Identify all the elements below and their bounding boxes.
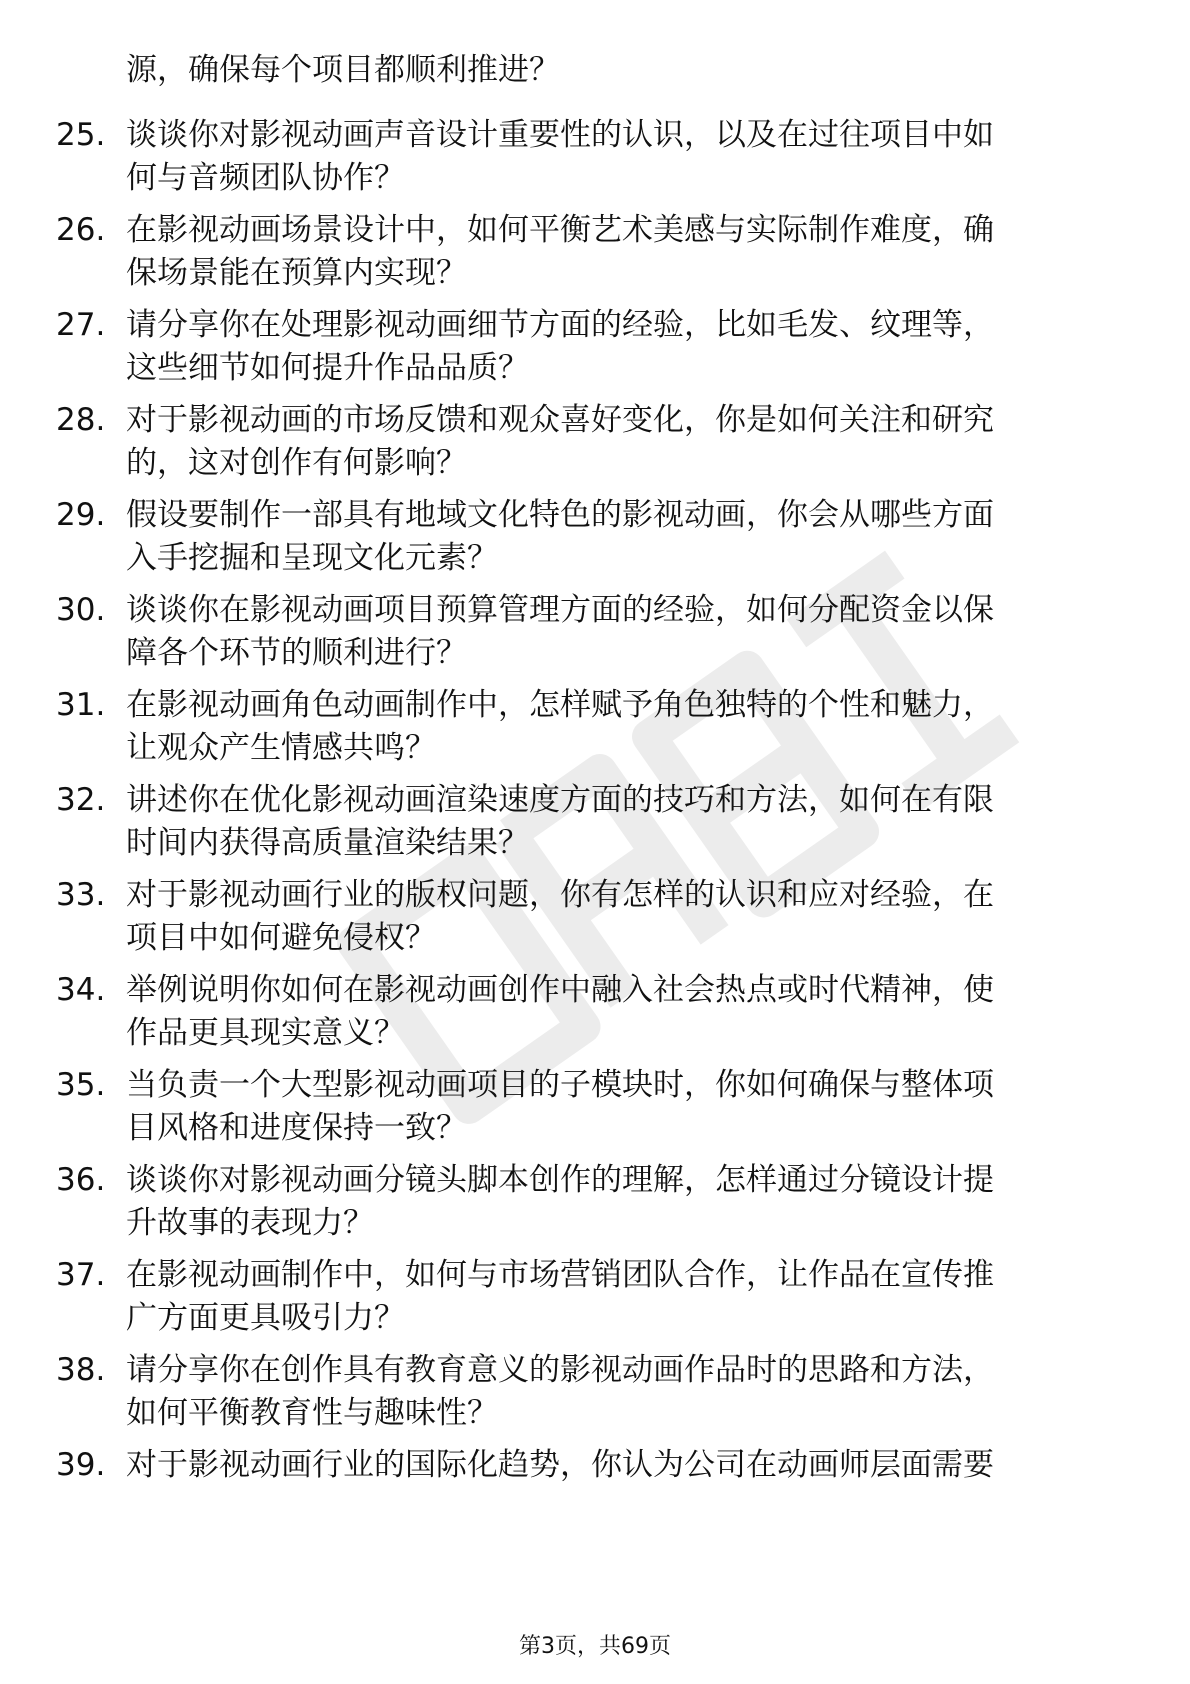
question-item	[0, 683, 1190, 778]
question-number: 37.	[56, 1257, 106, 1293]
question-item	[0, 208, 1190, 303]
question-item	[0, 113, 1190, 208]
question-item	[0, 303, 1190, 398]
question-number: 33.	[56, 877, 106, 913]
question-number: 30.	[56, 592, 106, 628]
question-number: 31.	[56, 687, 106, 723]
question-text-line: 入手挖掘和呈现文化元素？	[126, 540, 498, 576]
question-text-line: 谈谈你在影视动画项目预算管理方面的经验，如何分配资金以保	[126, 592, 994, 628]
question-item	[0, 1443, 1190, 1538]
question-text-line: 如何平衡教育性与趣味性？	[126, 1395, 498, 1431]
question-number: 28.	[56, 402, 106, 438]
question-number: 36.	[56, 1162, 106, 1198]
question-text-line: 谈谈你对影视动画声音设计重要性的认识，以及在过往项目中如	[126, 117, 994, 153]
question-item	[0, 1348, 1190, 1443]
continuation-text: 源，确保每个项目都顺利推进？	[126, 52, 560, 88]
question-text-line: 假设要制作一部具有地域文化特色的影视动画，你会从哪些方面	[126, 497, 994, 533]
question-text-line: 的，这对创作有何影响？	[126, 445, 467, 481]
question-list	[0, 113, 1190, 1538]
question-text-line: 这些细节如何提升作品品质？	[126, 350, 529, 386]
question-item	[0, 1063, 1190, 1158]
question-text-line: 请分享你在创作具有教育意义的影视动画作品时的思路和方法，	[126, 1352, 994, 1388]
question-item	[0, 398, 1190, 493]
question-item	[0, 968, 1190, 1063]
question-item	[0, 778, 1190, 873]
question-text-line: 项目中如何避免侵权？	[126, 920, 436, 956]
question-number: 34.	[56, 972, 106, 1008]
question-number: 39.	[56, 1447, 106, 1483]
page-footer: 第3页，共69页	[519, 1634, 671, 1659]
question-text-line: 目风格和进度保持一致？	[126, 1110, 467, 1146]
question-text-line: 何与音频团队协作？	[126, 160, 405, 196]
question-text-line: 作品更具现实意义？	[126, 1015, 405, 1051]
question-text-line: 对于影视动画的市场反馈和观众喜好变化，你是如何关注和研究	[126, 402, 994, 438]
question-text-line: 当负责一个大型影视动画项目的子模块时，你如何确保与整体项	[126, 1067, 994, 1103]
question-item	[0, 1158, 1190, 1253]
question-text-line: 让观众产生情感共鸣？	[126, 730, 436, 766]
question-text-line: 对于影视动画行业的国际化趋势，你认为公司在动画师层面需要	[126, 1447, 994, 1483]
question-text-line: 请分享你在处理影视动画细节方面的经验，比如毛发、纹理等，	[126, 307, 994, 343]
question-text-line: 障各个环节的顺利进行？	[126, 635, 467, 671]
question-text-line: 对于影视动画行业的版权问题，你有怎样的认识和应对经验，在	[126, 877, 994, 913]
question-number: 32.	[56, 782, 106, 818]
question-number: 38.	[56, 1352, 106, 1388]
question-number: 29.	[56, 497, 106, 533]
question-text-line: 在影视动画制作中，如何与市场营销团队合作，让作品在宣传推	[126, 1257, 994, 1293]
question-text-line: 举例说明你如何在影视动画创作中融入社会热点或时代精神，使	[126, 972, 994, 1008]
question-number: 26.	[56, 212, 106, 248]
question-item	[0, 873, 1190, 968]
question-number: 35.	[56, 1067, 106, 1103]
question-text-line: 保场景能在预算内实现？	[126, 255, 467, 291]
question-text-line: 讲述你在优化影视动画渲染速度方面的技巧和方法，如何在有限	[126, 782, 994, 818]
question-text-line: 谈谈你对影视动画分镜头脚本创作的理解，怎样通过分镜设计提	[126, 1162, 994, 1198]
question-item	[0, 1253, 1190, 1348]
question-text-line: 时间内获得高质量渲染结果？	[126, 825, 529, 861]
question-item	[0, 588, 1190, 683]
question-item	[0, 493, 1190, 588]
question-text-line: 升故事的表现力？	[126, 1205, 374, 1241]
question-text-line: 在影视动画场景设计中，如何平衡艺术美感与实际制作难度，确	[126, 212, 994, 248]
question-number: 25.	[56, 117, 106, 153]
question-text-line: 在影视动画角色动画制作中，怎样赋予角色独特的个性和魅力，	[126, 687, 994, 723]
question-number: 27.	[56, 307, 106, 343]
question-text-line: 广方面更具吸引力？	[126, 1300, 405, 1336]
